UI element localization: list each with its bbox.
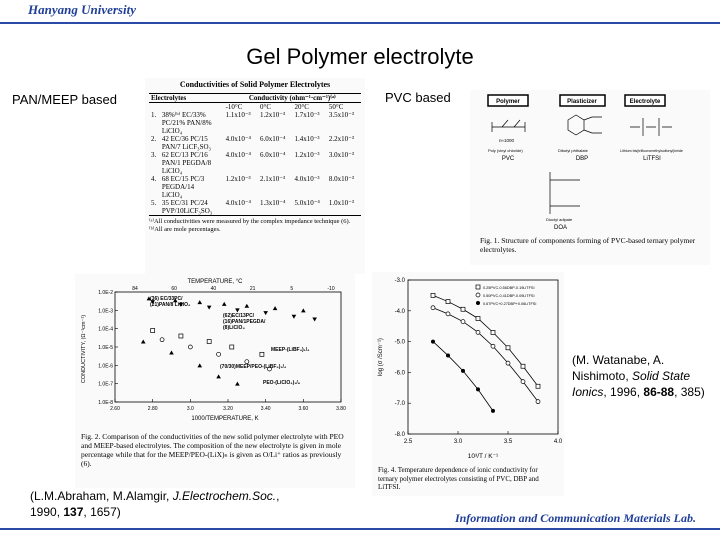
dbp-abbr: DBP — [575, 156, 589, 162]
fig4-point — [491, 409, 495, 413]
table-footnote: ⁽ᵃ⁾All conductivities were measured by the complex impedance technique (6). — [149, 218, 351, 225]
fig2-point — [160, 338, 164, 342]
ref-journal: Solid State Ionics — [572, 369, 691, 399]
row-number: 1. — [151, 111, 157, 119]
fig4-point — [521, 380, 525, 384]
fig4-point — [431, 306, 435, 310]
conductivity-value: 1.7x10⁻³ — [294, 111, 320, 119]
row-number: 4. — [151, 175, 157, 183]
fig1-figure — [470, 90, 710, 265]
fig4-legend-label: 0.50PVC-0.41DBP-0.09LiTFSI — [483, 294, 535, 298]
polymer-box-label: Polymer — [496, 99, 520, 105]
table-footnote: ⁽ᵇ⁾All are mole percentages. — [149, 226, 221, 233]
temp-header: 50°C — [328, 103, 344, 111]
litfsi-structure — [630, 118, 672, 136]
table-row — [149, 151, 361, 175]
fig2-point — [197, 363, 202, 367]
ref-pages: , 1657) — [83, 505, 121, 519]
fig2-point — [188, 345, 192, 349]
plasticizer-box-label: Plasticizer — [567, 99, 597, 105]
fig2-x-tick-label: 2.60 — [110, 406, 120, 412]
fig4-point — [431, 293, 435, 297]
ref-authors: (M. Watanabe, A. Nishimoto, — [572, 353, 665, 383]
conductivity-value: 2.1x10⁻³ — [260, 175, 286, 183]
footer-rule — [0, 528, 720, 530]
fig2-annotation: (62)EC/13PC/ — [223, 313, 255, 319]
fig2-top-axis-label: TEMPERATURE, °C — [187, 279, 243, 285]
table-row — [149, 199, 361, 215]
fig2-y-tick-label: 1.0E-7 — [98, 381, 113, 388]
header-rule — [0, 22, 720, 24]
conductivity-value: 2.2x10⁻³ — [328, 135, 354, 143]
ref-sep: , — [276, 489, 280, 503]
ref-volume: 86-88 — [643, 385, 675, 399]
fig2-point — [216, 374, 221, 378]
fig4-y-tick-label: -7.0 — [394, 401, 405, 408]
litfsi-name: Lithium bis(trifluoromethylsulfonyl)imide — [620, 149, 683, 153]
fig4-point — [476, 317, 480, 321]
fig4-point — [431, 340, 435, 344]
fig4-legend-marker — [476, 285, 480, 289]
conductivity-value: 6.0x10⁻⁴ — [260, 151, 286, 159]
fig4-figure — [372, 272, 564, 496]
fig2-top-tick-label: 84 — [132, 286, 138, 292]
conductivity-table — [149, 94, 361, 215]
fig2-top-tick-label: -10 — [327, 286, 335, 292]
pvc-name: Poly (vinyl chloride) — [488, 148, 523, 153]
conductivity-value: 4.0x10⁻⁴ — [225, 135, 251, 143]
table-row — [149, 175, 361, 199]
fig4-point — [461, 307, 465, 311]
fig4-legend-marker — [476, 301, 480, 305]
fig4-point — [476, 387, 480, 391]
fig2-point — [273, 306, 278, 310]
fig4-point — [446, 312, 450, 316]
conductivity-value: 1.1x10⁻³ — [225, 111, 251, 119]
electrolyte-name: 42 EC/36 PC/15 PAN/7 LiCF₃SO₃ — [161, 135, 211, 151]
pvc-abbr: PVC — [501, 156, 515, 162]
conductivity-value: 1.4x10⁻³ — [294, 135, 320, 143]
fig4-x-label: 10³/T / K⁻¹ — [467, 453, 499, 460]
dbp-ester-chains — [584, 117, 602, 133]
fig2-x-tick-label: 3.80 — [336, 406, 346, 412]
fig4-point — [506, 361, 510, 365]
ref-volume: 137 — [63, 505, 84, 519]
fig4-point — [536, 384, 540, 388]
right-reference — [572, 352, 712, 400]
electrolyte-name: 35 EC/31 PC/24 PVP/10LiCF₃SO₃ — [161, 199, 213, 215]
row-number: 3. — [151, 151, 157, 159]
fig4-legend-label: 0.67PVC+0.27DBP+0.06LiTFSI — [483, 302, 537, 306]
row-number: 5. — [151, 199, 157, 207]
fig4-point — [476, 330, 480, 334]
ref-journal: J.Electrochem.Soc. — [172, 489, 277, 503]
fig2-point — [179, 334, 183, 338]
fig4-x-tick-label: 3.0 — [453, 439, 463, 445]
fig4-y-tick-label: -5.0 — [394, 339, 405, 346]
fig2-annotation: (36) EC/33PC/ — [150, 296, 183, 302]
fig4-point — [461, 369, 465, 373]
fig4-y-label: log (σ /Scm⁻¹) — [378, 338, 384, 376]
fig2-figure — [75, 274, 355, 488]
fig2-y-tick-label: 1.0E-4 — [98, 326, 113, 333]
ref-pages: , 385) — [674, 385, 705, 399]
row-number: 2. — [151, 135, 157, 143]
col-electrolytes: Electrolytes — [151, 94, 187, 102]
fig2-point — [207, 306, 212, 310]
litfsi-abbr: LiTFSI — [643, 156, 661, 162]
table-row — [149, 135, 361, 151]
fig4-y-tick-label: -4.0 — [394, 308, 405, 315]
fig1-caption: Fig. 1. Structure of components forming of PVC-based ternary polymer electrolytes. — [480, 236, 696, 254]
fig2-top-tick-label: 60 — [171, 286, 177, 292]
fig4-y-tick-label: -3.0 — [394, 278, 405, 284]
fig4-point — [536, 400, 540, 404]
fig2-x-tick-label: 3.60 — [298, 406, 309, 412]
fig4-x-tick-label: 4.0 — [553, 439, 563, 445]
university-label: Hanyang University — [28, 2, 136, 17]
doa-name: Dioctyl adipate — [546, 217, 573, 222]
ref-sep: , 1996, — [603, 385, 644, 399]
slide-title: Gel Polymer electrolyte — [246, 44, 474, 69]
conductivity-value: 4.0x10⁻⁴ — [225, 199, 251, 207]
electrolyte-name: 68 EC/15 PC/3 PEGDA/14 LiClO₄ — [161, 175, 205, 199]
conductivity-value: 6.0x10⁻⁴ — [260, 135, 286, 143]
fig2-annotation: (16)PAN/1PEGDA/ — [223, 319, 266, 325]
temp-header: 20°C — [294, 103, 309, 111]
pan-meep-label: PAN/MEEP based — [12, 92, 118, 107]
fig4-y-tick-label: -8.0 — [394, 432, 405, 438]
fig2-chart — [75, 274, 355, 424]
fig2-top-tick-label: 5 — [290, 286, 294, 292]
fig2-x-tick-label: 3.40 — [260, 406, 271, 412]
fig2-point — [207, 340, 211, 344]
doa-structure — [550, 172, 580, 214]
conductivity-value: 1.2x10⁻³ — [260, 111, 286, 119]
left-reference — [30, 488, 360, 520]
fig2-point — [169, 351, 174, 355]
conductivity-value: 1.0x10⁻³ — [328, 199, 354, 207]
fig2-annotation: (8)LiClO₄ — [223, 325, 245, 331]
fig4-x-tick-label: 2.5 — [403, 439, 413, 445]
fig2-y-tick-label: 1.0E-2 — [98, 290, 113, 296]
fig2-x-label: 1000/TEMPERATURE, K — [191, 416, 259, 422]
fig2-point — [301, 308, 306, 312]
fig2-x-tick-label: 3.0 — [186, 406, 194, 412]
fig4-x-tick-label: 3.5 — [503, 439, 513, 445]
fig2-x-tick-label: 2.80 — [147, 406, 158, 412]
fig1-structures — [470, 90, 710, 230]
fig2-point — [263, 311, 268, 315]
fig2-point — [235, 308, 240, 312]
fig2-point — [292, 315, 297, 319]
fig4-point — [491, 344, 495, 348]
fig2-point — [222, 302, 227, 306]
fig4-caption: Fig. 4. Temperature dependence of ionic conductivity for ternary polymer electrolytes consisting of PVC, DBP and LiTFSI. — [378, 466, 539, 491]
fig2-annotation: (70/30)MEEP/PEO-(LiBF₄)₁/₄ — [220, 364, 287, 370]
fig2-point — [260, 352, 264, 356]
fig4-legend-marker — [476, 293, 480, 297]
fig4-series-line — [433, 295, 538, 386]
fig2-point — [312, 318, 317, 322]
table-row — [149, 111, 361, 135]
fig2-y-label: CONDUCTIVITY, (Ω⁻¹cm⁻¹) — [81, 314, 87, 384]
fig2-point — [197, 300, 202, 304]
pvc-label: PVC based — [385, 90, 451, 105]
electrolyte-name: 38%⁽ᵇ⁾ EC/33% PC/21% PAN/8% LiClO₄ — [161, 111, 212, 135]
conductivity-value: 1.3x10⁻⁴ — [260, 199, 286, 207]
col-conductivity: Conductivity (ohm⁻¹·cm⁻¹)⁽ᵃ⁾ — [248, 94, 336, 102]
doa-abbr: DOA — [554, 225, 568, 230]
fig2-annotation: (21)PAN/8 LiClO₄ — [150, 302, 191, 308]
fig4-point — [521, 364, 525, 368]
fig2-point — [151, 329, 155, 333]
fig2-y-tick-label: 1.0E-5 — [98, 345, 113, 351]
fig4-series-line — [433, 342, 493, 411]
conductivity-value: 4.0x10⁻⁴ — [225, 151, 251, 159]
fig4-point — [491, 330, 495, 334]
fig4-chart — [372, 272, 564, 462]
table-title: Conductivities of Solid Polymer Electrolytes — [179, 80, 331, 89]
fig2-point — [217, 352, 221, 356]
conductivity-value: 4.0x10⁻³ — [294, 175, 320, 183]
fig2-y-tick-label: 1.0E-8 — [98, 400, 113, 406]
fig4-point — [446, 353, 450, 357]
pvc-n-label: n≈1000 — [499, 138, 514, 143]
temp-header: 0°C — [260, 103, 271, 111]
temp-header: -10°C — [225, 103, 243, 111]
fig2-y-tick-label: 1.0E-6 — [98, 363, 113, 370]
dbp-name: Dibutyl phthalate — [558, 148, 588, 153]
fig2-point — [141, 340, 146, 344]
dbp-benzene-ring — [568, 115, 584, 135]
conductivity-value: 1.2x10⁻³ — [294, 151, 320, 159]
fig2-point — [230, 345, 234, 349]
fig2-caption: Fig. 2. Comparison of the conductivities of the new solid polymer electrolyte with PEO and MEEP-based electrolytes. The composition of the new electrolyte is given in mole percentage while that for the MEEP/PEO-(LiX)ₙ is given as O/Li⁺ ratios as previously (6). — [81, 432, 344, 468]
electrolyte-box-label: Electrolyte — [629, 99, 661, 105]
conductivity-value: 3.5x10⁻³ — [328, 111, 354, 119]
fig2-annotation: PEO-(LiClO₄)₁/₈ — [263, 380, 301, 386]
conductivity-value: 5.0x10⁻⁴ — [294, 199, 320, 207]
fig2-y-tick-label: 1.0E-3 — [98, 308, 113, 315]
pvc-structure — [492, 120, 525, 132]
fig2-top-tick-label: 40 — [210, 286, 217, 292]
fig4-point — [446, 300, 450, 304]
fig4-legend-label: 0.25PVC-0.56DBP-0.19LiTFSI — [483, 286, 535, 290]
lab-label: Information and Communication Materials Lab. — [454, 511, 696, 525]
fig2-top-tick-label: 21 — [249, 286, 256, 292]
fig2-point — [245, 304, 250, 308]
fig2-annotation: MEEP-(LiBF₄)₁/₄ — [271, 347, 310, 353]
ref-year: 1990, — [30, 505, 64, 519]
conductivity-value: 1.2x10⁻³ — [225, 175, 251, 183]
fig4-point — [506, 346, 510, 350]
conductivity-value: 3.0x10⁻³ — [328, 151, 354, 159]
electrolyte-name: 62 EC/13 PC/16 PAN/1 PEGDA/8 LiClO₄ — [161, 151, 212, 175]
fig4-point — [461, 320, 465, 324]
fig2-x-tick-label: 3.20 — [223, 406, 233, 412]
conductivity-value: 8.0x10⁻³ — [328, 175, 354, 183]
conductivity-table-figure — [145, 78, 365, 274]
fig4-y-tick-label: -6.0 — [394, 370, 405, 377]
ref-authors: (L.M.Abraham, M.Alamgir, — [30, 489, 173, 503]
fig2-point — [235, 382, 240, 386]
